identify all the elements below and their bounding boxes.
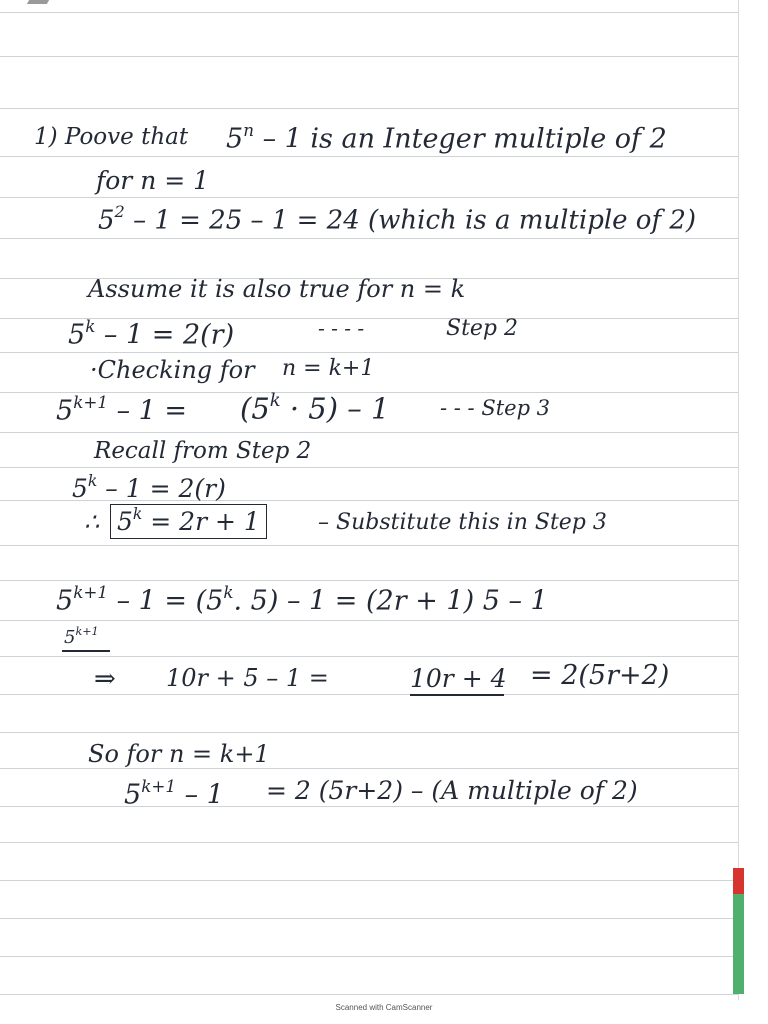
therefore-symbol: ∴ — [84, 508, 100, 536]
result-box: 5$^k$ = 2r + 1 — [110, 504, 267, 539]
checking-case: n = k+1 — [282, 356, 375, 381]
inductive-hypothesis: 5$^k$ – 1 = 2(r) — [68, 316, 235, 351]
assumption-line: Assume it is also true for n = k — [88, 275, 466, 303]
rule-line — [0, 918, 738, 919]
rule-line — [0, 842, 738, 843]
rule-line — [0, 880, 738, 881]
scribble-underline — [62, 650, 110, 652]
leader-dots: - - - - — [318, 316, 365, 340]
rule-line — [0, 768, 738, 769]
step-3-expression: (5$^k$ · 5) – 1 — [240, 390, 390, 426]
rule-line — [0, 352, 738, 353]
expansion-underline — [410, 694, 504, 696]
rule-line — [0, 545, 738, 546]
rule-line — [0, 238, 738, 239]
margin-line — [738, 0, 739, 1000]
rule-line — [0, 197, 738, 198]
scribbled-expression: $5^{k+1}$ — [64, 625, 99, 648]
rule-line — [0, 156, 738, 157]
step-2-label: Step 2 — [446, 316, 519, 341]
red-tab — [733, 868, 744, 894]
implies-arrow: ⇒ — [94, 664, 116, 694]
problem-number: 1) Poove that — [34, 124, 189, 150]
rule-line — [0, 108, 738, 109]
rule-line — [0, 620, 738, 621]
rule-line — [0, 732, 738, 733]
rule-line — [0, 994, 738, 995]
corner-mark — [27, 0, 49, 4]
rule-line — [0, 806, 738, 807]
rule-line — [0, 56, 738, 57]
scanner-watermark: Scanned with CamScanner — [335, 1003, 433, 1012]
problem-statement: 5$^n$ – 1 is an Integer multiple of 2 — [226, 120, 667, 155]
rule-line — [0, 956, 738, 957]
expansion-right: = 2(5r+2) — [530, 660, 670, 691]
base-case-heading: for n = 1 — [96, 166, 210, 195]
step-3-label: - - - Step 3 — [440, 396, 551, 420]
rule-line — [0, 12, 738, 13]
recall-equation: 5$^k$ – 1 = 2(r) — [72, 472, 226, 503]
rule-line — [0, 467, 738, 468]
rule-line — [0, 694, 738, 695]
conclusion-heading: So for n = k+1 — [88, 740, 270, 768]
problem-label — [34, 126, 188, 149]
boxed-result — [110, 504, 267, 539]
rule-line — [0, 432, 738, 433]
rule-line — [0, 580, 738, 581]
expansion-middle: 10r + 4 — [410, 664, 507, 693]
expansion-left: 10r + 5 – 1 = — [166, 664, 329, 692]
rule-line — [0, 656, 738, 657]
conclusion-lhs: $5^{k+1} - 1$ — [124, 776, 224, 811]
substitute-note: – Substitute this in Step 3 — [318, 510, 607, 535]
conclusion-rhs: = 2 (5r+2) – (A multiple of 2) — [266, 776, 638, 805]
substitution-equation: $5^{k+1} - 1 = (5^k$. 5) – 1 = (2r + 1) 5 – 1 — [56, 582, 548, 617]
base-case-calculation: $5^2 - 1 = 25 - 1 = 24$ (which is a multiple of 2) — [98, 202, 697, 236]
checking-heading: ·Checking for — [90, 356, 255, 384]
step-3-equation: $5^{k+1} - 1$ = — [56, 392, 188, 427]
recall-heading: Recall from Step 2 — [94, 438, 312, 464]
green-tab — [733, 894, 744, 994]
